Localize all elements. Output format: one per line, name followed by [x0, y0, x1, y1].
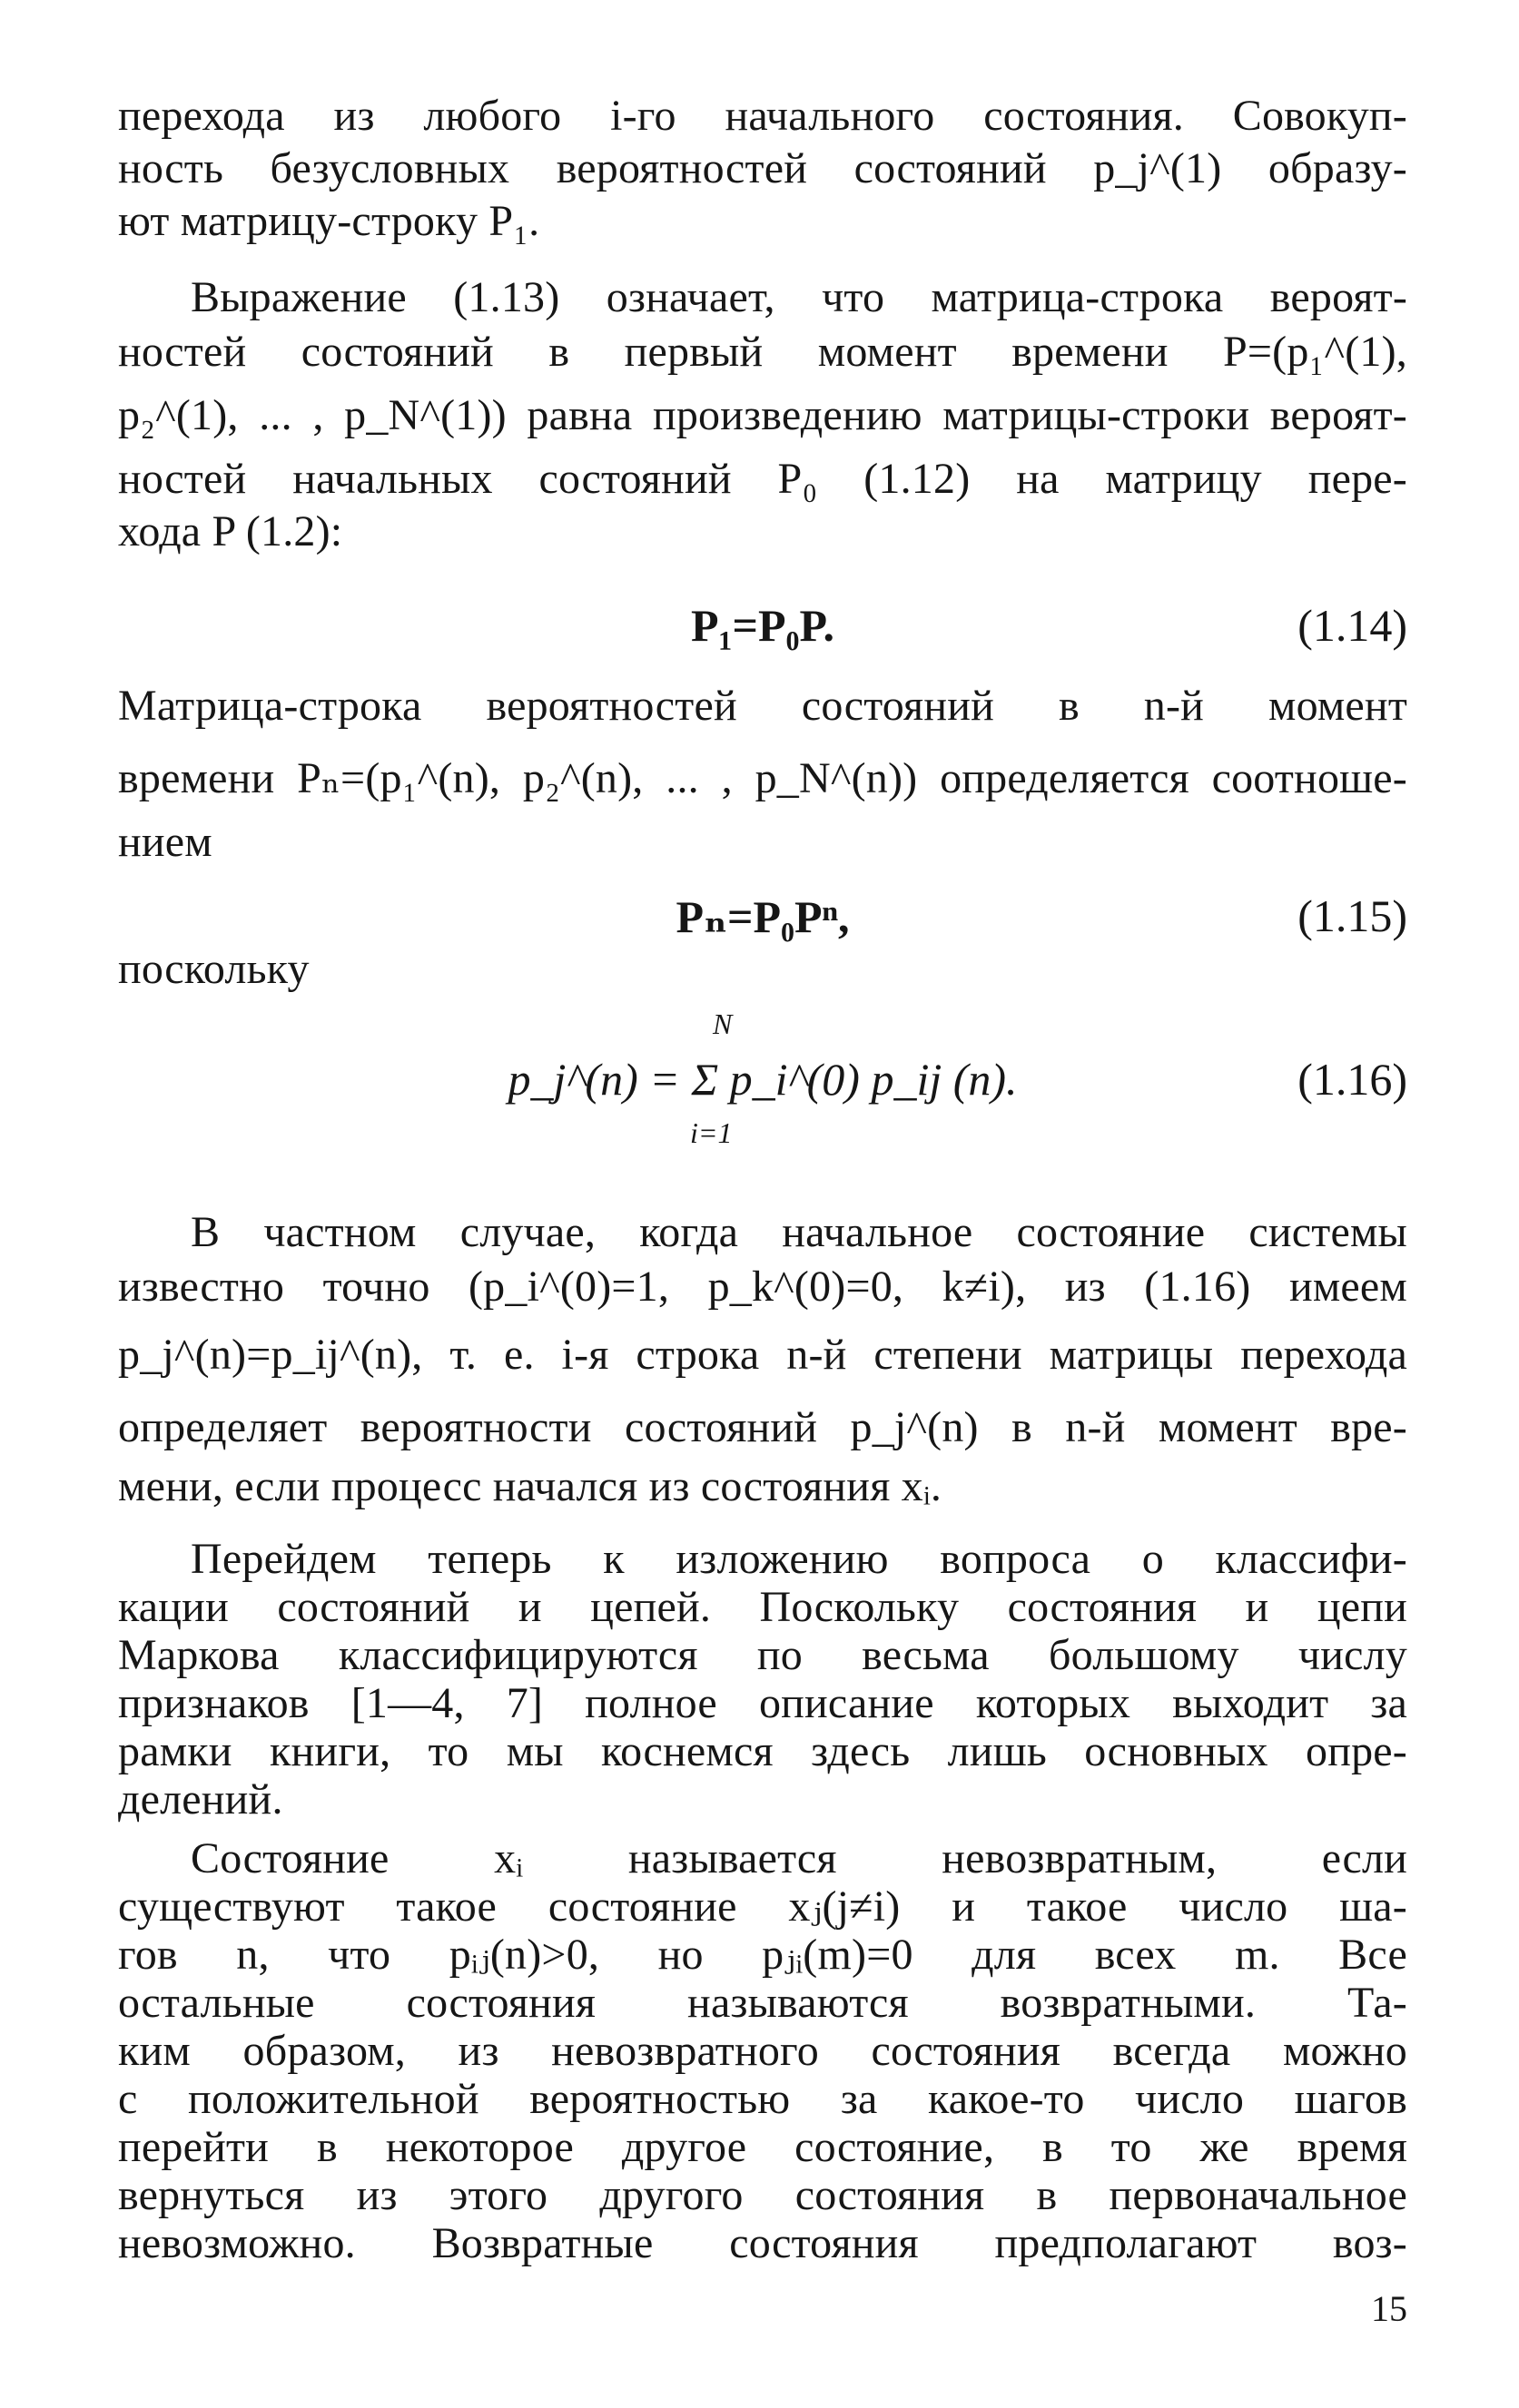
text-line: перейти в некоторое другое состояние, в то же время: [118, 2123, 1407, 2171]
equation-body: p_j^(n) = Σ p_i^(0) p_ij (n).: [508, 1054, 1018, 1105]
text-line: известно точно (p_i^(0)=1, p_k^(0)=0, k≠i), из (1.16) имеем: [118, 1263, 1407, 1311]
text-line: ностей состояний в первый момент времени P=(p₁^(1),: [118, 328, 1407, 376]
text-line: p₂^(1), ... , p_N^(1)) равна произведению матрицы-строки вероят-: [118, 391, 1407, 439]
text-line: ностей начальных состояний P₀ (1.12) на матрицу пере-: [118, 455, 1407, 503]
text-line: признаков [1—4, 7] полное описание которых выходит за: [118, 1679, 1407, 1727]
text-line: В частном случае, когда начальное состояние системы: [191, 1208, 1407, 1256]
text-line: поскольку: [118, 945, 310, 993]
text-line: определяет вероятности состояний p_j^(n) в n-й момент вре-: [118, 1403, 1407, 1451]
text-line: рамки книги, то мы коснемся здесь лишь основных опре-: [118, 1727, 1407, 1775]
equation-body: Pₙ=P₀Pⁿ,: [676, 891, 850, 942]
text-line: с положительной вероятностью за какое-то число шагов: [118, 2075, 1407, 2123]
equation-number: (1.15): [1297, 890, 1407, 941]
equation-body: P₁=P₀P.: [690, 600, 834, 651]
text-line: p_j^(n)=p_ij^(n), т. е. i-я строка n-й степени матрицы перехода: [118, 1331, 1407, 1379]
text-line: ким образом, из невозвратного состояния всегда можно: [118, 2027, 1407, 2075]
equation-1-16: [118, 1007, 1407, 1162]
sum-upper-limit: N: [713, 1007, 733, 1040]
text-line: времени Pₙ=(p₁^(n), p₂^(n), ... , p_N^(n)) определяется соотноше-: [118, 754, 1407, 802]
text-line: невозможно. Возвратные состояния предполагают воз-: [118, 2219, 1407, 2267]
equation-1-14: [118, 599, 1407, 663]
equation-number: (1.14): [1297, 600, 1407, 651]
text-line: гов n, что pᵢⱼ(n)>0, но pⱼᵢ(m)=0 для всех m. Все: [118, 1931, 1407, 1979]
text-line: делений.: [118, 1775, 283, 1823]
page-number: 15: [1371, 2288, 1407, 2329]
text-line: вернуться из этого другого состояния в первоначальное: [118, 2171, 1407, 2219]
text-line: Перейдем теперь к изложению вопроса о классифи-: [191, 1535, 1407, 1583]
text-line: существуют такое состояние xⱼ(j≠i) и такое число ша-: [118, 1882, 1407, 1931]
text-line: Матрица-строка вероятностей состояний в n-й момент: [118, 682, 1407, 730]
text-line: остальные состояния называются возвратными. Та-: [118, 1979, 1407, 2027]
text-line: хода P (1.2):: [118, 507, 343, 555]
text-line: мени, если процесс начался из состояния xᵢ.: [118, 1462, 942, 1510]
text-line: Выражение (1.13) означает, что матрица-строка вероят-: [191, 273, 1407, 321]
text-line: перехода из любого i-го начального состояния. Совокуп-: [118, 92, 1407, 140]
text-line: Маркова классифицируются по весьма большому числу: [118, 1631, 1407, 1679]
equation-number: (1.16): [1297, 1054, 1407, 1105]
sum-lower-limit: i=1: [690, 1116, 733, 1149]
text-line: ют матрицу-строку P₁.: [118, 197, 540, 245]
text-line: нием: [118, 818, 212, 866]
text-line: Состояние xᵢ называется невозвратным, если: [191, 1834, 1407, 1882]
text-line: ность безусловных вероятностей состояний p_j^(1) образу-: [118, 144, 1407, 192]
text-line: кации состояний и цепей. Поскольку состояния и цепи: [118, 1583, 1407, 1631]
